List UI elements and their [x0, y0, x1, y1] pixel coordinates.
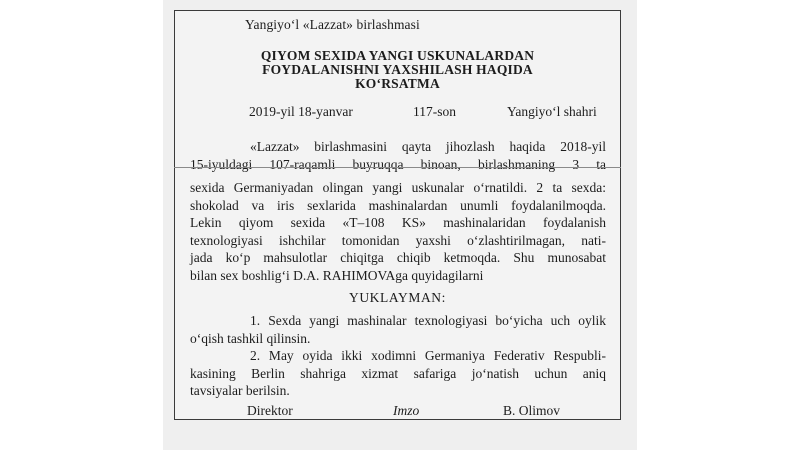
title-line-2: FOYDALANISHNI YAXSHILASH HAQIDA [262, 62, 533, 77]
order-item-2-line-2: kasining Berlin shahriga xizmat safariga jo‘natish uchun aniq [190, 365, 606, 381]
paragraph-1-line-1: «Lazzat» birlashmasini qayta jihozlash haqida 2018-yil [250, 139, 606, 154]
order-item-1-line-1: 1. Sexda yangi mashinalar texnologiyasi bo‘yicha uch oylik [250, 313, 606, 328]
order-item-2-line-3: tavsiyalar berilsin. [190, 383, 290, 399]
paragraph-2-line-5: jada ko‘p mahsulotlar chiqitga chiqib ketmoqda. Shu munosabat [190, 250, 606, 266]
order-item-2 [190, 347, 606, 400]
paragraph-2-line-6: bilan sex boshlig‘i D.A. RAHIMOVAga quyidagilarni [190, 267, 484, 283]
paragraph-2-line-4: texnologiyasi ishchilar tomonidan yaxshi o‘zlashtirilmagan, nati- [190, 232, 606, 248]
signer-name: B. Olimov [503, 403, 561, 418]
document-date: 2019-yil 18-yanvar [249, 104, 353, 119]
signer-position: Direktor [247, 403, 293, 418]
paragraph-2-line-3: Lekin qiyom sexida «T–108 KS» mashinalaridan foydalanish [190, 215, 606, 231]
document-title [175, 49, 620, 91]
paragraph-1-line-2: 15-iyuldagi 107-raqamli buyruqqa binoan, birlashmaning 3 ta [190, 156, 606, 172]
paragraph-2-line-1: sexida Germaniyadan olingan yangi uskunalar o‘rnatildi. 2 ta sexda: [190, 180, 606, 195]
order-item-1 [190, 312, 606, 347]
order-item-1-line-2: o‘qish tashkil qilinsin. [190, 330, 311, 346]
title-line-3: KO‘RSATMA [355, 76, 440, 91]
order-document [174, 10, 621, 420]
document-place: Yangiyo‘l shahri [507, 104, 597, 119]
signature-placeholder: Imzo [393, 403, 420, 418]
paragraph-2 [190, 179, 606, 285]
document-meta [249, 104, 610, 122]
paragraph-2-line-2: shokolad va iris sexlarida mashinalardan unumli foydalanilmoqda. [190, 197, 606, 213]
document-number: 117-son [413, 104, 456, 119]
order-item-2-line-1: 2. May oyida ikki xodimni Germaniya Federativ Respubli- [250, 348, 606, 363]
title-line-1: QIYOM SEXIDA YANGI USKUNALARDAN [260, 48, 535, 63]
section-heading: YUKLAYMAN: [348, 290, 446, 305]
page-seam-divider [174, 167, 621, 168]
signature-row [247, 403, 610, 421]
organization-name: Yangiyo‘l «Lazzat» birlashmasi [245, 17, 420, 32]
